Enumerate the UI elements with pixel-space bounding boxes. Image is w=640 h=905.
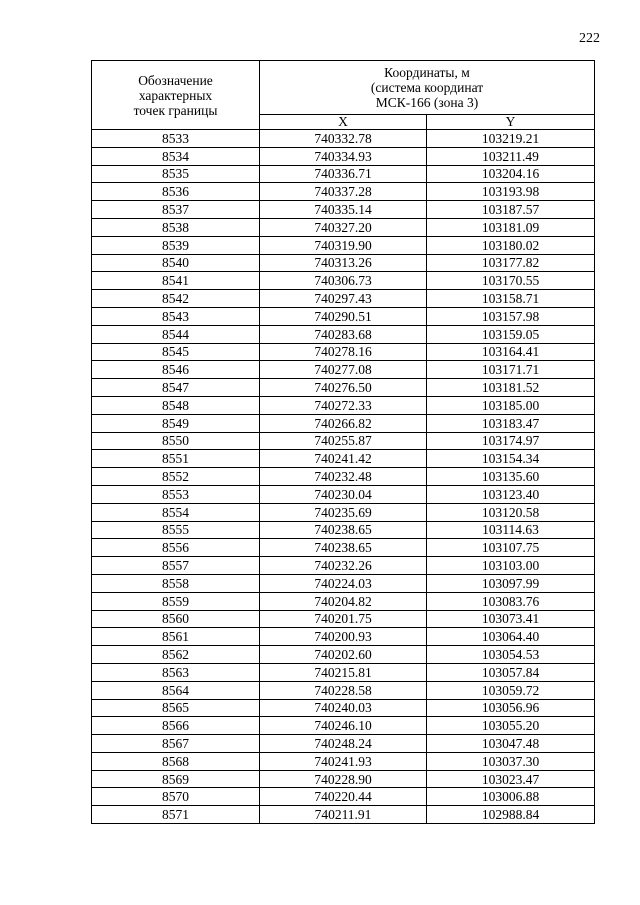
table-row xyxy=(92,646,595,664)
cell-y: 103174.97 xyxy=(427,432,595,450)
cell-y: 103159.05 xyxy=(427,325,595,343)
cell-point: 8569 xyxy=(92,770,260,788)
cell-x: 740204.82 xyxy=(260,592,427,610)
table-row xyxy=(92,236,595,254)
cell-x: 740228.90 xyxy=(260,770,427,788)
cell-y: 102988.84 xyxy=(427,806,595,824)
table-row xyxy=(92,361,595,379)
cell-x: 740246.10 xyxy=(260,717,427,735)
table-row xyxy=(92,735,595,753)
cell-y: 103123.40 xyxy=(427,485,595,503)
cell-x: 740266.82 xyxy=(260,414,427,432)
cell-point: 8566 xyxy=(92,717,260,735)
table-row xyxy=(92,592,595,610)
cell-y: 103185.00 xyxy=(427,396,595,414)
table-row xyxy=(92,165,595,183)
cell-y: 103055.20 xyxy=(427,717,595,735)
cell-y: 103057.84 xyxy=(427,663,595,681)
cell-y: 103154.34 xyxy=(427,450,595,468)
cell-y: 103064.40 xyxy=(427,628,595,646)
table-row xyxy=(92,450,595,468)
cell-point: 8571 xyxy=(92,806,260,824)
cell-y: 103171.71 xyxy=(427,361,595,379)
cell-x: 740232.26 xyxy=(260,557,427,575)
cell-y: 103204.16 xyxy=(427,165,595,183)
cell-point: 8543 xyxy=(92,307,260,325)
cell-point: 8552 xyxy=(92,468,260,486)
cell-point: 8535 xyxy=(92,165,260,183)
header-y: Y xyxy=(427,115,595,130)
table-row xyxy=(92,681,595,699)
table-row xyxy=(92,770,595,788)
cell-y: 103023.47 xyxy=(427,770,595,788)
table-row xyxy=(92,610,595,628)
cell-point: 8544 xyxy=(92,325,260,343)
cell-y: 103164.41 xyxy=(427,343,595,361)
cell-point: 8570 xyxy=(92,788,260,806)
cell-x: 740201.75 xyxy=(260,610,427,628)
table-row xyxy=(92,663,595,681)
cell-point: 8568 xyxy=(92,752,260,770)
cell-point: 8541 xyxy=(92,272,260,290)
table-row xyxy=(92,699,595,717)
cell-x: 740248.24 xyxy=(260,735,427,753)
cell-point: 8562 xyxy=(92,646,260,664)
cell-x: 740283.68 xyxy=(260,325,427,343)
cell-x: 740313.26 xyxy=(260,254,427,272)
table-row xyxy=(92,272,595,290)
cell-y: 103211.49 xyxy=(427,147,595,165)
cell-y: 103183.47 xyxy=(427,414,595,432)
cell-x: 740276.50 xyxy=(260,379,427,397)
cell-point: 8559 xyxy=(92,592,260,610)
cell-x: 740230.04 xyxy=(260,485,427,503)
cell-point: 8561 xyxy=(92,628,260,646)
table-row xyxy=(92,432,595,450)
cell-point: 8554 xyxy=(92,503,260,521)
cell-point: 8553 xyxy=(92,485,260,503)
cell-point: 8539 xyxy=(92,236,260,254)
table-row xyxy=(92,343,595,361)
cell-x: 740238.65 xyxy=(260,521,427,539)
cell-point: 8545 xyxy=(92,343,260,361)
coordinates-table xyxy=(91,60,595,824)
cell-y: 103059.72 xyxy=(427,681,595,699)
table-row xyxy=(92,752,595,770)
cell-y: 103083.76 xyxy=(427,592,595,610)
cell-y: 103006.88 xyxy=(427,788,595,806)
cell-point: 8537 xyxy=(92,201,260,219)
cell-y: 103120.58 xyxy=(427,503,595,521)
table-row xyxy=(92,806,595,824)
cell-point: 8555 xyxy=(92,521,260,539)
cell-x: 740306.73 xyxy=(260,272,427,290)
table-row xyxy=(92,485,595,503)
cell-y: 103158.71 xyxy=(427,290,595,308)
cell-x: 740202.60 xyxy=(260,646,427,664)
cell-point: 8546 xyxy=(92,361,260,379)
cell-y: 103103.00 xyxy=(427,557,595,575)
cell-point: 8536 xyxy=(92,183,260,201)
cell-point: 8538 xyxy=(92,218,260,236)
cell-point: 8547 xyxy=(92,379,260,397)
page-number: 222 xyxy=(579,31,600,46)
cell-y: 103180.02 xyxy=(427,236,595,254)
cell-y: 103177.82 xyxy=(427,254,595,272)
cell-point: 8557 xyxy=(92,557,260,575)
cell-x: 740319.90 xyxy=(260,236,427,254)
table-row xyxy=(92,218,595,236)
cell-y: 103114.63 xyxy=(427,521,595,539)
table-row xyxy=(92,521,595,539)
table-row xyxy=(92,307,595,325)
cell-y: 103097.99 xyxy=(427,574,595,592)
cell-point: 8534 xyxy=(92,147,260,165)
cell-x: 740290.51 xyxy=(260,307,427,325)
cell-x: 740327.20 xyxy=(260,218,427,236)
table-row xyxy=(92,325,595,343)
table-row xyxy=(92,254,595,272)
cell-y: 103181.52 xyxy=(427,379,595,397)
cell-x: 740241.42 xyxy=(260,450,427,468)
table-row xyxy=(92,290,595,308)
cell-point: 8567 xyxy=(92,735,260,753)
table-row xyxy=(92,557,595,575)
cell-x: 740215.81 xyxy=(260,663,427,681)
cell-y: 103157.98 xyxy=(427,307,595,325)
cell-point: 8563 xyxy=(92,663,260,681)
cell-point: 8564 xyxy=(92,681,260,699)
cell-y: 103181.09 xyxy=(427,218,595,236)
cell-point: 8533 xyxy=(92,130,260,148)
table-row xyxy=(92,379,595,397)
cell-y: 103193.98 xyxy=(427,183,595,201)
cell-y: 103037.30 xyxy=(427,752,595,770)
cell-y: 103056.96 xyxy=(427,699,595,717)
cell-point: 8558 xyxy=(92,574,260,592)
cell-y: 103135.60 xyxy=(427,468,595,486)
cell-y: 103187.57 xyxy=(427,201,595,219)
table-row xyxy=(92,788,595,806)
cell-x: 740335.14 xyxy=(260,201,427,219)
cell-point: 8565 xyxy=(92,699,260,717)
cell-x: 740200.93 xyxy=(260,628,427,646)
cell-x: 740336.71 xyxy=(260,165,427,183)
table-row xyxy=(92,183,595,201)
table-row xyxy=(92,201,595,219)
header-point-designation: Обозначение характерных точек границы xyxy=(92,61,260,130)
cell-y: 103073.41 xyxy=(427,610,595,628)
table-row xyxy=(92,503,595,521)
table-row xyxy=(92,130,595,148)
cell-x: 740255.87 xyxy=(260,432,427,450)
cell-x: 740235.69 xyxy=(260,503,427,521)
cell-x: 740332.78 xyxy=(260,130,427,148)
cell-point: 8560 xyxy=(92,610,260,628)
cell-x: 740337.28 xyxy=(260,183,427,201)
table-row xyxy=(92,574,595,592)
cell-x: 740277.08 xyxy=(260,361,427,379)
cell-x: 740232.48 xyxy=(260,468,427,486)
cell-x: 740334.93 xyxy=(260,147,427,165)
cell-point: 8542 xyxy=(92,290,260,308)
table-row xyxy=(92,717,595,735)
cell-point: 8556 xyxy=(92,539,260,557)
cell-point: 8548 xyxy=(92,396,260,414)
cell-y: 103170.55 xyxy=(427,272,595,290)
cell-x: 740297.43 xyxy=(260,290,427,308)
table-row xyxy=(92,468,595,486)
cell-y: 103219.21 xyxy=(427,130,595,148)
cell-point: 8540 xyxy=(92,254,260,272)
table-row xyxy=(92,396,595,414)
cell-x: 740220.44 xyxy=(260,788,427,806)
table-row xyxy=(92,539,595,557)
header-x: X xyxy=(260,115,427,130)
cell-x: 740211.91 xyxy=(260,806,427,824)
cell-point: 8550 xyxy=(92,432,260,450)
cell-point: 8549 xyxy=(92,414,260,432)
cell-y: 103054.53 xyxy=(427,646,595,664)
table-row xyxy=(92,628,595,646)
cell-point: 8551 xyxy=(92,450,260,468)
header-coordinates: Координаты, м (система координат МСК-166 (зона 3) xyxy=(260,61,595,115)
table-row xyxy=(92,147,595,165)
cell-x: 740238.65 xyxy=(260,539,427,557)
table-row xyxy=(92,414,595,432)
cell-x: 740228.58 xyxy=(260,681,427,699)
cell-x: 740272.33 xyxy=(260,396,427,414)
cell-x: 740240.03 xyxy=(260,699,427,717)
cell-x: 740241.93 xyxy=(260,752,427,770)
cell-y: 103107.75 xyxy=(427,539,595,557)
cell-x: 740224.03 xyxy=(260,574,427,592)
cell-x: 740278.16 xyxy=(260,343,427,361)
table-body xyxy=(92,130,595,824)
cell-y: 103047.48 xyxy=(427,735,595,753)
